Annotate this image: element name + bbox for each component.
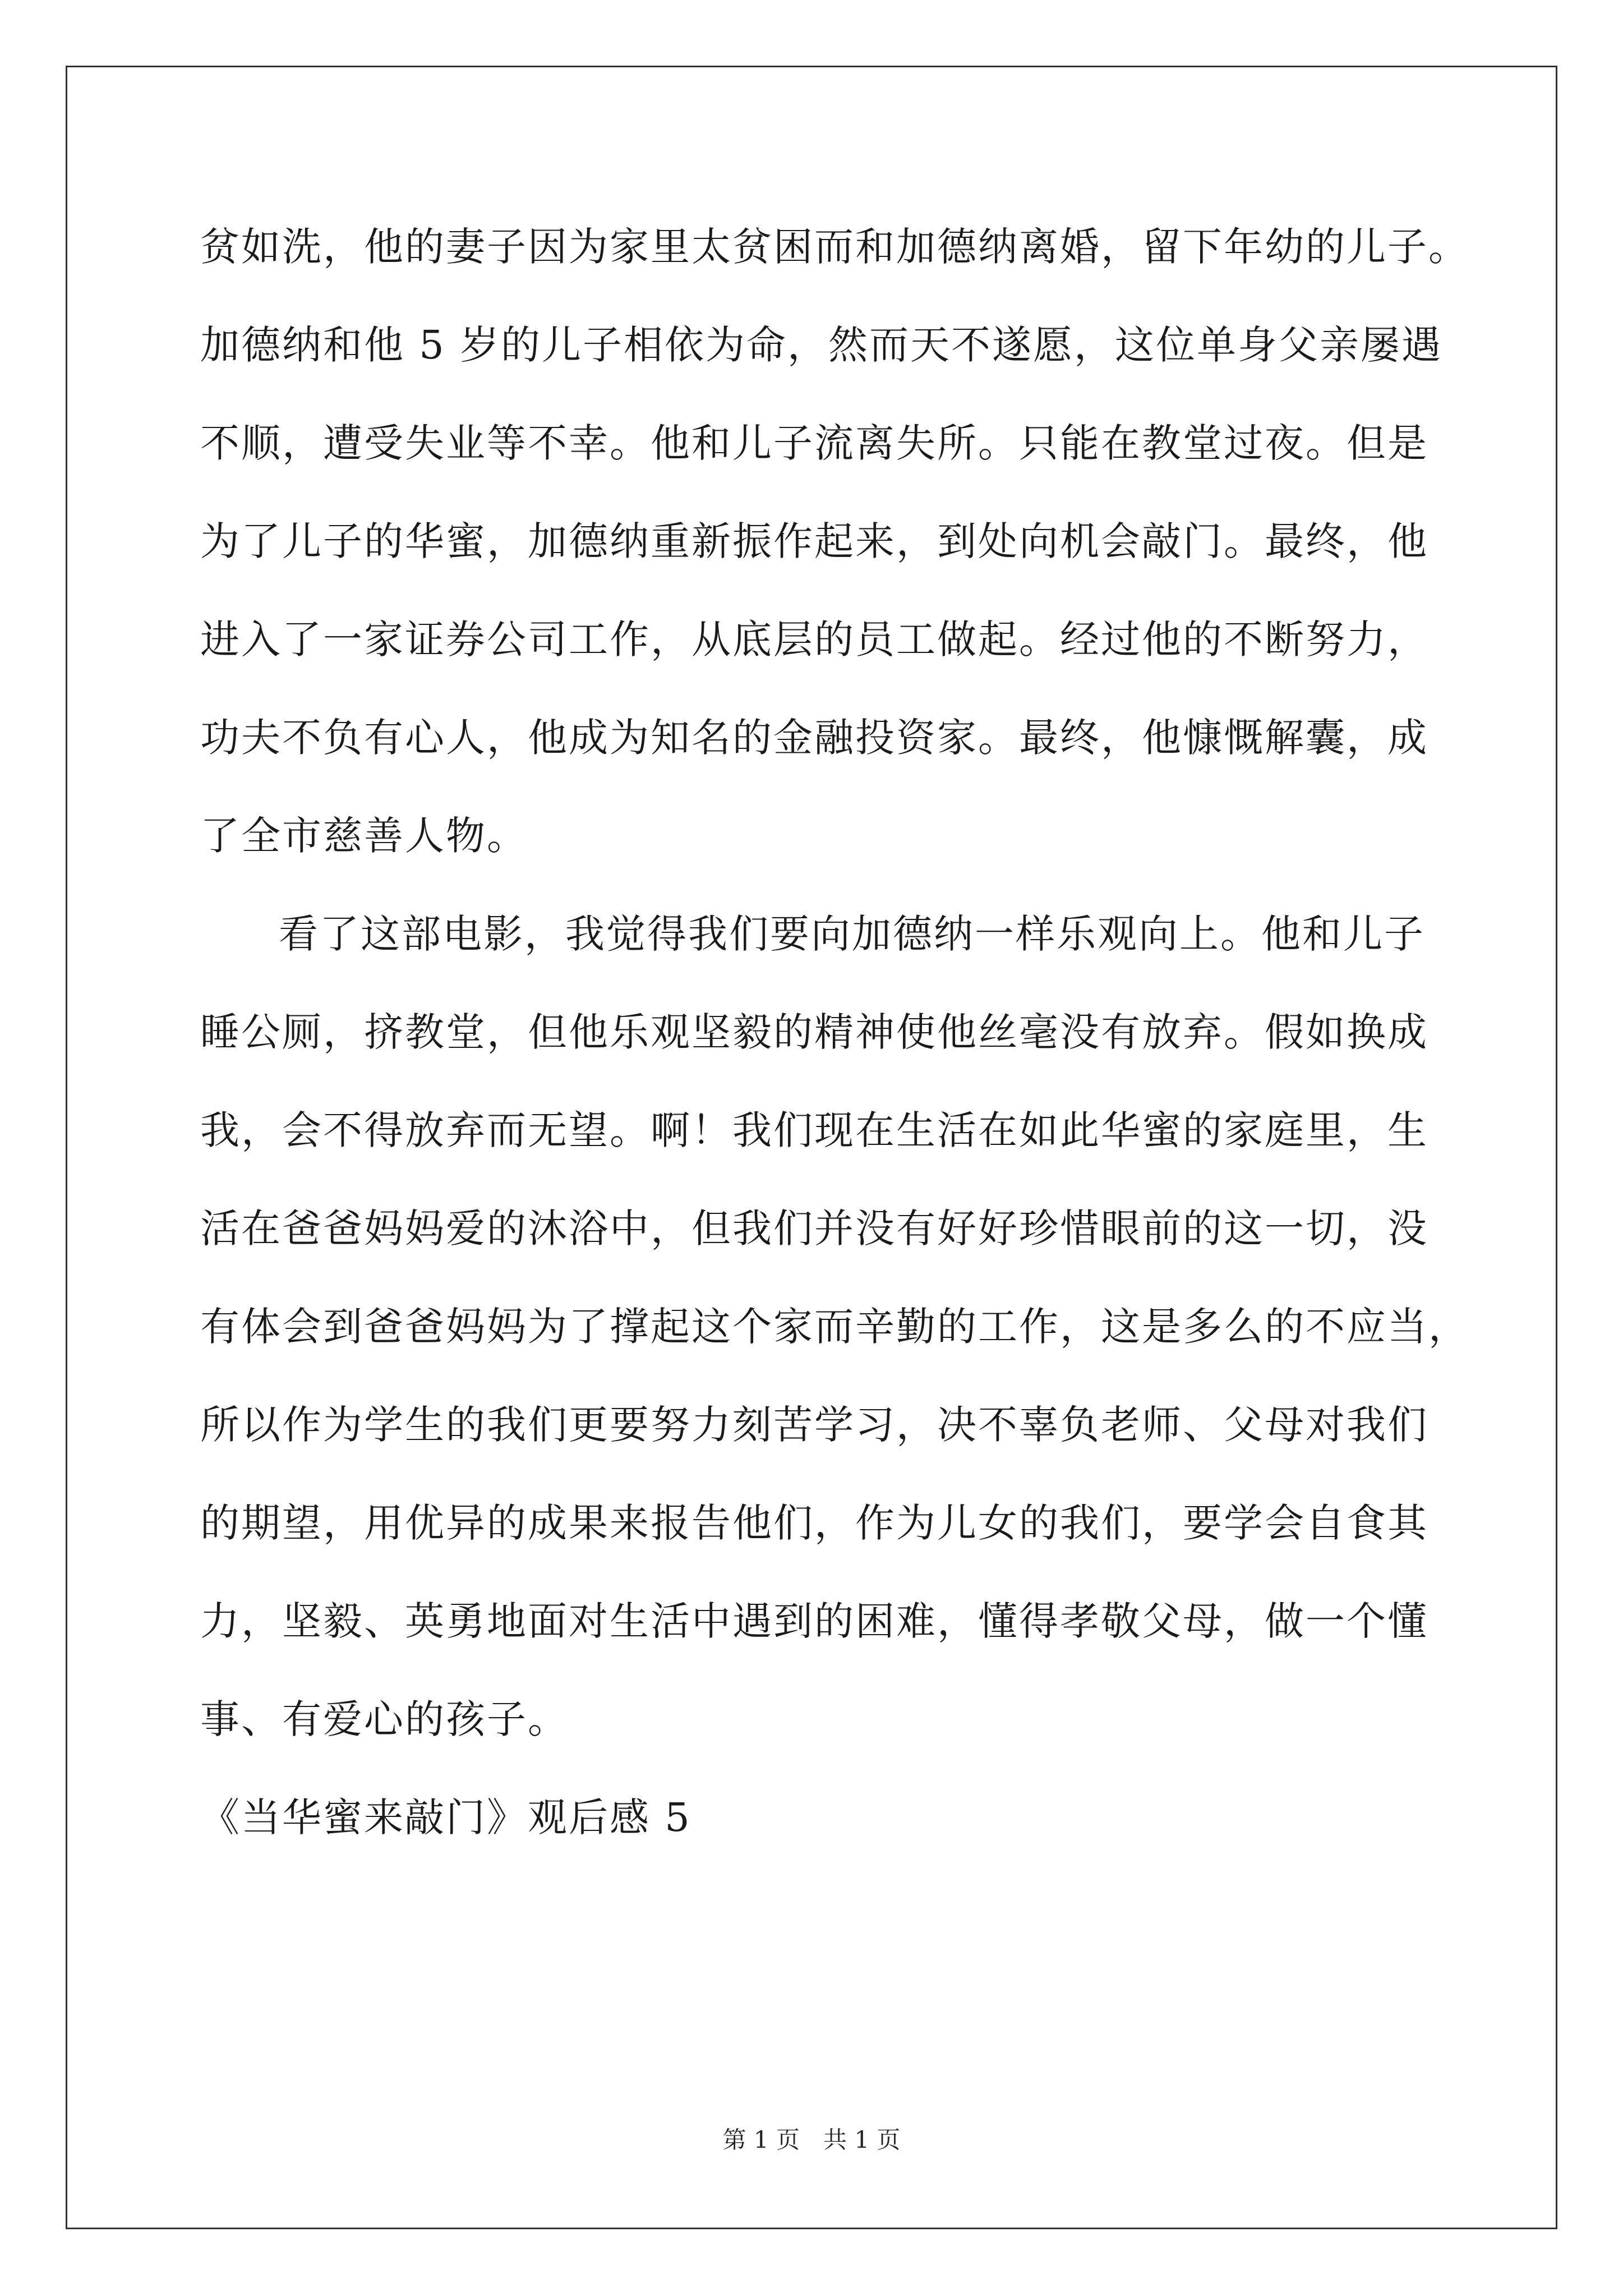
text-line: 进入了一家证券公司工作，从底层的员工做起。经过他的不断努力，	[200, 616, 1428, 662]
text-line: 加德纳和他 5 岁的儿子相依为命，然而天不遂愿，这位单身父亲屡遇	[200, 322, 1443, 368]
paragraph-2	[200, 903, 1469, 1787]
text-line: 功夫不负有心人，他成为知名的金融投资家。最终，他慷慨解囊，成	[200, 715, 1428, 761]
section-heading: 《当华蜜来敲门》观后感 5	[200, 1795, 691, 1841]
text-line: 力，坚毅、英勇地面对生活中遇到的困难，懂得孝敬父母，做一个懂	[200, 1598, 1428, 1644]
text-line: 的期望，用优异的成果来报告他们，作为儿女的我们，要学会自食其	[200, 1500, 1428, 1546]
text-line: 所以作为学生的我们更要努力刻苦学习，决不辜负老师、父母对我们	[200, 1402, 1428, 1448]
text-line: 睡公厕，挤教堂，但他乐观坚毅的精神使他丝毫没有放弃。假如换成	[200, 1009, 1428, 1055]
text-line: 了全市慈善人物。	[200, 813, 528, 859]
text-line: 我，会不得放弃而无望。啊！我们现在生活在如此华蜜的家庭里，生	[200, 1107, 1428, 1153]
text-line: 有体会到爸爸妈妈为了撑起这个家而辛勤的工作，这是多么的不应当，	[200, 1304, 1469, 1350]
text-line: 活在爸爸妈妈爱的沐浴中，但我们并没有好好珍惜眼前的这一切，没	[200, 1205, 1428, 1251]
page-footer: 第 1 页 共 1 页	[722, 2126, 901, 2154]
text-line: 事、有爱心的孩子。	[200, 1696, 569, 1742]
paragraph-1	[200, 216, 1469, 903]
text-line: 贫如洗，他的妻子因为家里太贫困而和加德纳离婚，留下年幼的儿子。	[200, 224, 1469, 270]
text-line: 不顺，遭受失业等不幸。他和儿子流离失所。只能在教堂过夜。但是	[200, 420, 1428, 466]
document-body	[200, 216, 1469, 1885]
text-line: 看了这部电影，我觉得我们要向加德纳一样乐观向上。他和儿子	[279, 911, 1425, 957]
text-line: 为了儿子的华蜜，加德纳重新振作起来，到处向机会敲门。最终，他	[200, 518, 1428, 564]
